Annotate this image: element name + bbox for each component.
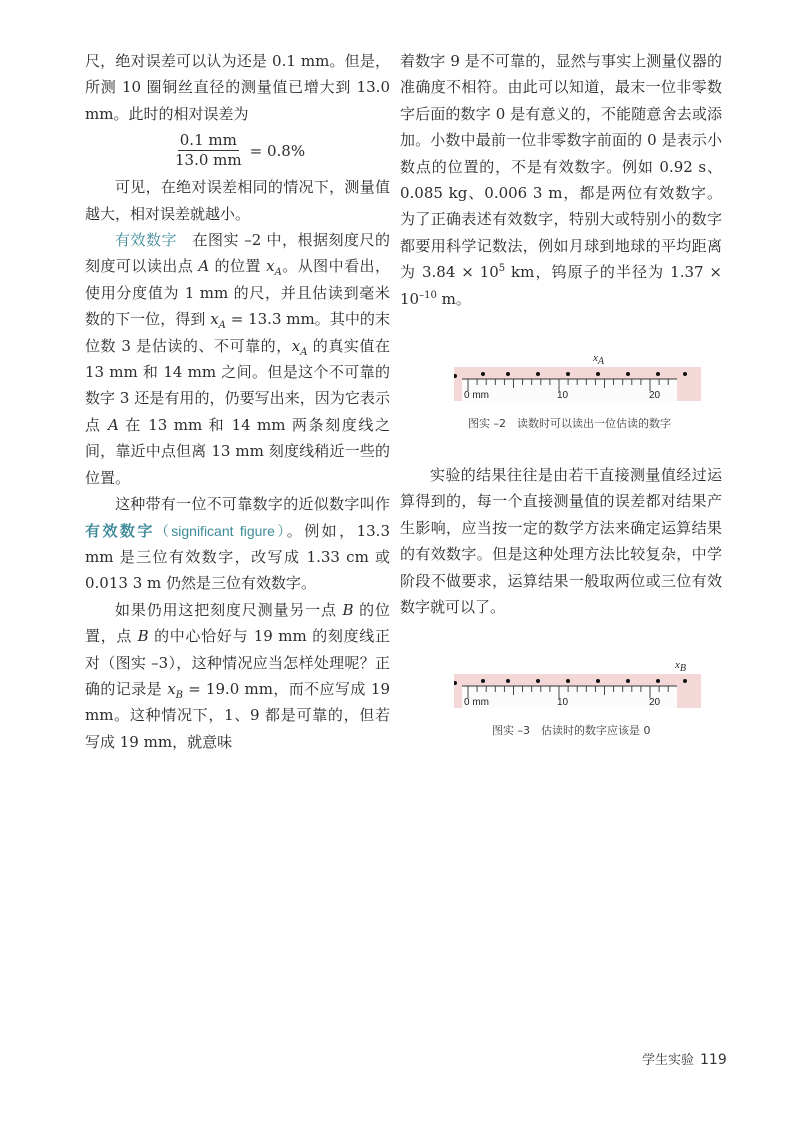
fraction-numerator: 0.1 mm (179, 131, 237, 150)
ruler-band (454, 367, 701, 401)
formula-result: = 0.8% (249, 141, 306, 160)
figure-caption: 图实 –2 读数时可以读出一位估读的数字 (468, 417, 671, 430)
tick-label: 0 mm (464, 390, 489, 401)
paragraph: 尺，绝对误差可以认为还是 0.1 mm。但是，所测 10 圈铜丝直径的测量值已增大到 13.0 mm。此时的相对误差为 (85, 52, 390, 123)
ruler-scale (454, 674, 701, 708)
page-footer (642, 1049, 727, 1068)
paragraph: 实验的结果往往是由若干直接测量值经过运算得到的，每一个直接测量值的误差都对结果产生影响，应当按一定的数学方法来确定运算结果的有效数字。但是这种处理方法比较复杂，中学阶段不做要求，运算结果一般取两位或三位有效数字就可以了。 (400, 466, 722, 617)
point-label: $x_A$ (593, 352, 604, 368)
paragraph-significant-figures: 有效数字 在图实 –2 中，根据刻度尺的刻度可以读出点 A 的位置 $x_A$。从图中看出，使用分度值为 1 mm 的尺，并且估读到毫米数的下一位，得到 $x_A = 13.3$ mm。其中的末位数 3 是估读的、不可靠的，$x_A$ 的真实值在 13 mm 和 14 mm 之间。但是这个不可靠的数字 3 还是有用的，仍要写出来，因为它表示点 A 在 13 mm 和 14 mm 两条刻度线之间，靠近中点但离 13 mm 刻度线稍近一些的位置。 (85, 231, 390, 487)
ruler-illustration (454, 353, 701, 405)
figure-ruler-2 (454, 353, 701, 431)
section-name: 学生实验 (642, 1053, 695, 1068)
paragraph-definition: 这种带有一位不可靠数字的近似数字叫作有效数字（significant figure）。例如，13.3 mm 是三位有效数字，改写成 1.33 cm 或 0.013 3 m 仍然是三位有效数字。 (85, 495, 390, 593)
paragraph: 如果仍用这把刻度尺测量另一点 B 的位置，点 B 的中心恰好与 19 mm 的刻度线正对（图实 –3），这种情况应当怎样处理呢？正确的记录是 $x_B = 19.0$ mm，而不应写成 19 mm。这种情况下，1、9 都是可靠的，但若写成 19 mm，就意味 (85, 600, 391, 751)
figure-caption: 图实 –3 估读时的数字应该是 0 (492, 724, 651, 737)
tick-label: 20 (649, 697, 661, 708)
section-heading: 有效数字 (115, 231, 177, 250)
tick-label: 0 mm (464, 697, 489, 708)
english-term: （significant figure） (154, 522, 287, 539)
fraction (173, 131, 244, 170)
ruler-illustration (454, 660, 701, 712)
relative-error-formula (173, 131, 390, 170)
ruler-band (454, 674, 701, 708)
tick-label: 10 (557, 390, 569, 401)
point-label: $x_B$ (675, 659, 686, 675)
left-column (85, 48, 390, 755)
paragraph: 着数字 9 是不可靠的，显然与事实上测量仪器的准确度不相符。由此可以知道，最末一位非零数字后面的数字 0 是有意义的，不能随意舍去或添加。小数中最前一位非零数字前面的 0 是表示小数点的位置的，不是有效数字。例如 0.92 s、0.085 kg、0.006 3 m，都是两位有效数字。为了正确表述有效数字，特别大或特别小的数字都要用科学记数法，例如月球到地球的平均距离为 $3.84 \times 10^5$ km，钨原子的半径为 $1.37 \times 10^{-10}$ m。 (400, 52, 722, 308)
page-number: 119 (700, 1052, 727, 1068)
right-column (400, 48, 722, 312)
tick-label: 20 (649, 390, 661, 401)
tick-label: 10 (557, 697, 569, 708)
right-column-lower (400, 462, 722, 620)
paragraph: 可见，在绝对误差相同的情况下，测量值越大，相对误差就越小。 (85, 178, 390, 223)
ruler-scale (454, 367, 701, 401)
fraction-denominator: 13.0 mm (175, 151, 242, 170)
key-term: 有效数字 (85, 521, 155, 540)
figure-ruler-3 (454, 660, 701, 738)
